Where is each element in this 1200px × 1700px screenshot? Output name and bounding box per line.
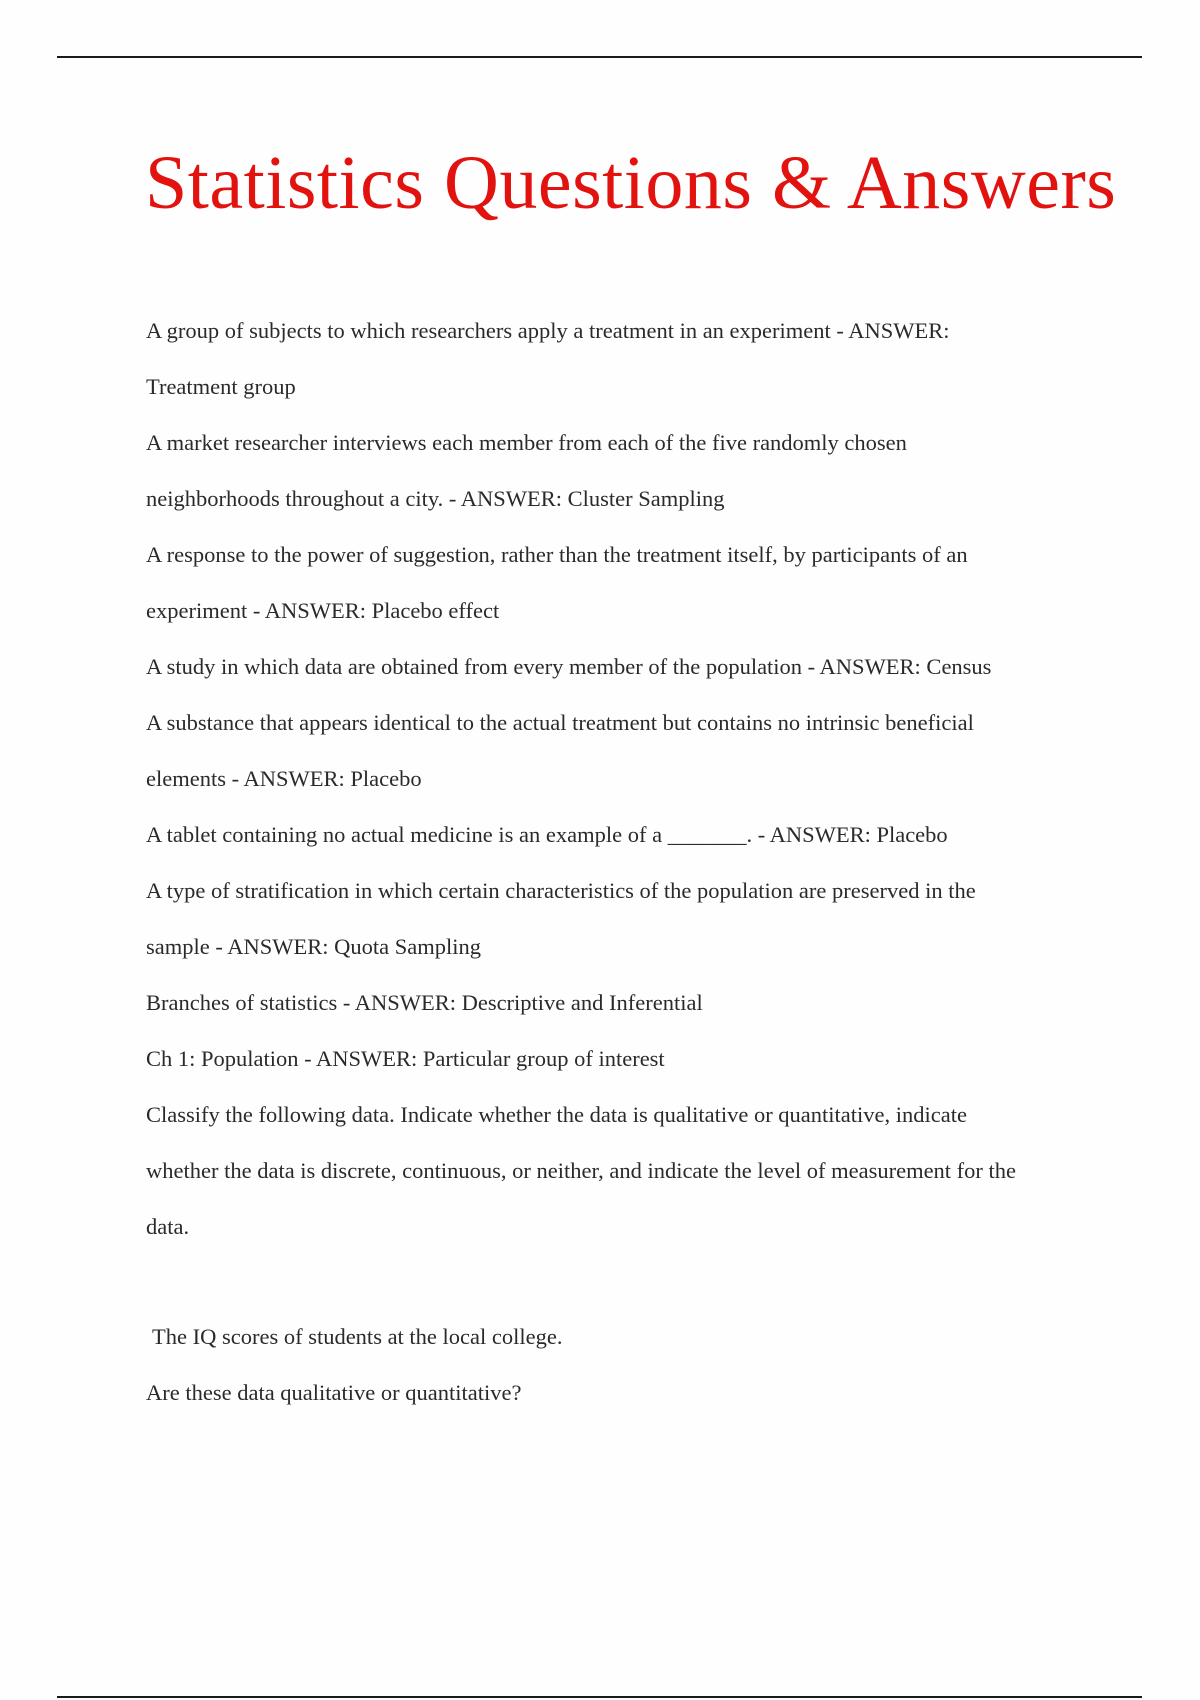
qa-line: experiment - ANSWER: Placebo effect	[146, 598, 500, 623]
qa-line: Ch 1: Population - ANSWER: Particular group of interest	[146, 1046, 665, 1071]
question-prompt: Are these data qualitative or quantitative?	[146, 1380, 522, 1405]
question-prompt: The IQ scores of students at the local college.	[152, 1324, 563, 1349]
paragraph-gap	[146, 1255, 1086, 1309]
qa-line: A group of subjects to which researchers apply a treatment in an experiment - ANSWER:	[146, 318, 950, 343]
qa-line: elements - ANSWER: Placebo	[146, 766, 422, 791]
qa-line: A study in which data are obtained from every member of the population - ANSWER: Census	[146, 654, 992, 679]
qa-line: A tablet containing no actual medicine is an example of a _______. - ANSWER: Placebo	[146, 822, 948, 847]
bottom-rule	[57, 1696, 1142, 1698]
top-rule	[57, 56, 1142, 58]
qa-line: sample - ANSWER: Quota Sampling	[146, 934, 481, 959]
qa-line: A market researcher interviews each member from each of the five randomly chosen	[146, 430, 907, 455]
qa-line: whether the data is discrete, continuous, or neither, and indicate the level of measurement for the	[146, 1158, 1017, 1183]
qa-line: A substance that appears identical to the actual treatment but contains no intrinsic beneficial	[146, 710, 974, 735]
qa-line: Branches of statistics - ANSWER: Descriptive and Inferential	[146, 990, 703, 1015]
qa-line: A response to the power of suggestion, rather than the treatment itself, by participants of an	[146, 542, 968, 567]
qa-line: neighborhoods throughout a city. - ANSWER: Cluster Sampling	[146, 486, 725, 511]
qa-line: A type of stratification in which certain characteristics of the population are preserved in the	[146, 878, 976, 903]
qa-line: Treatment group	[146, 374, 296, 399]
qa-line: data.	[146, 1214, 190, 1239]
document-title: Statistics Questions & Answers	[145, 141, 1117, 225]
qa-line: Classify the following data. Indicate whether the data is qualitative or quantitative, indicate	[146, 1102, 967, 1127]
qa-body	[146, 303, 1086, 1421]
